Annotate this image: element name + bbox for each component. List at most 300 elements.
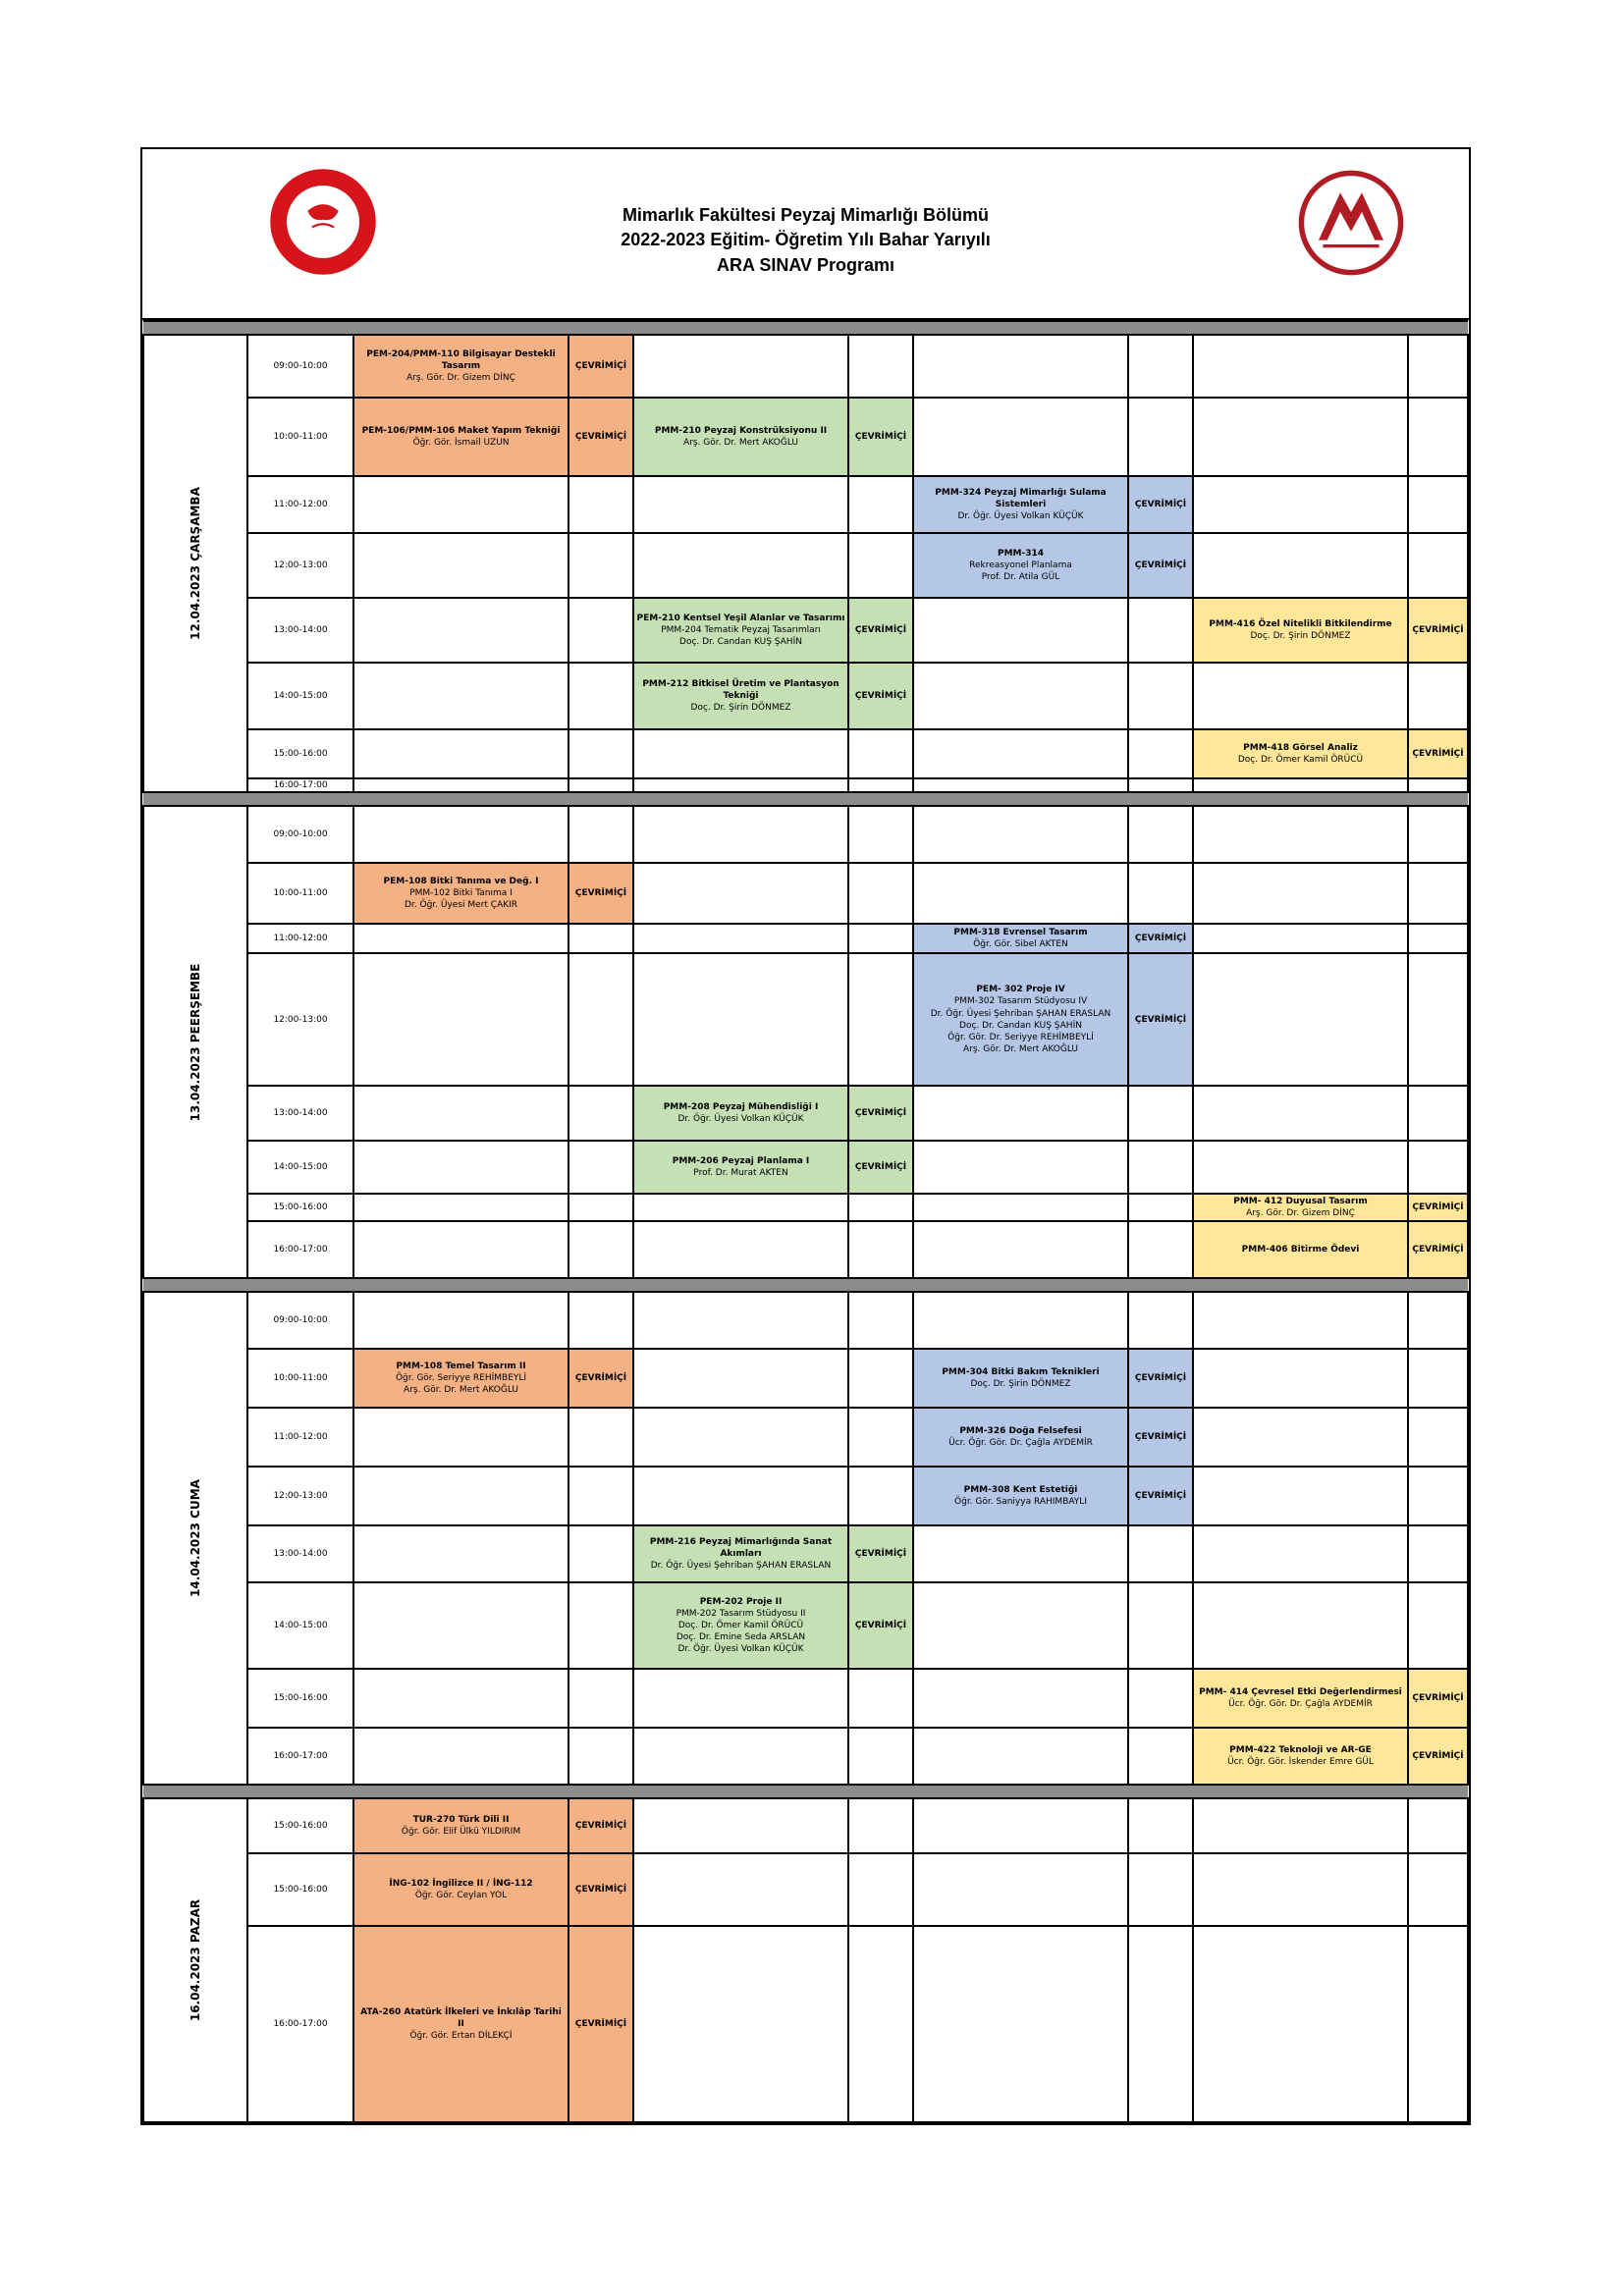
empty-mode-cell	[848, 1853, 913, 1926]
schedule-row	[143, 806, 1468, 863]
empty-mode-cell	[568, 924, 633, 953]
exam-mode: ÇEVRİMİÇİ	[1408, 1221, 1468, 1278]
empty-mode-cell	[568, 1141, 633, 1194]
course-line: Doç. Dr. Şirin DÖNMEZ	[970, 1379, 1071, 1390]
course-cell	[353, 1853, 568, 1926]
empty-mode-cell	[568, 663, 633, 729]
time-slot: 09:00-10:00	[247, 1292, 353, 1349]
course-code: PEM-204/PMM-110 Bilgisayar Destekli Tasarım	[366, 348, 556, 371]
schedule-grid	[142, 320, 1469, 2123]
exam-mode: ÇEVRİMİÇİ	[1128, 1349, 1193, 1408]
empty-cell	[1193, 924, 1408, 953]
course-code: PMM-304 Bitki Bakım Teknikleri	[942, 1367, 1100, 1377]
course-line: Dr. Öğr. Üyesi Şehriban ŞAHAN ERASLAN	[930, 1008, 1111, 1019]
course-code: PMM-418 Görsel Analiz	[1243, 742, 1358, 753]
empty-mode-cell	[848, 476, 913, 533]
day-label: 13.04.2023 PEERŞEMBE	[188, 963, 202, 1121]
schedule-row	[143, 1408, 1468, 1467]
empty-mode-cell	[568, 1669, 633, 1728]
course-line: Öğr. Gör. İsmail UZUN	[412, 438, 510, 448]
course-cell	[633, 1525, 848, 1582]
empty-mode-cell	[848, 1798, 913, 1853]
empty-mode-cell	[1128, 335, 1193, 398]
course-code: TUR-270 Türk Dili II	[412, 1815, 510, 1825]
exam-mode: ÇEVRİMİÇİ	[568, 1926, 633, 2122]
empty-mode-cell	[1128, 1728, 1193, 1785]
empty-cell	[1193, 806, 1408, 863]
empty-cell	[353, 533, 568, 598]
empty-mode-cell	[1408, 1853, 1468, 1926]
empty-mode-cell	[848, 806, 913, 863]
empty-mode-cell	[1408, 924, 1468, 953]
time-slot: 14:00-15:00	[247, 1141, 353, 1194]
empty-cell	[633, 778, 848, 792]
schedule-row	[143, 924, 1468, 953]
course-line: Doç. Dr. Şirin DÖNMEZ	[1250, 631, 1351, 641]
empty-cell	[633, 806, 848, 863]
course-line: Dr. Öğr. Üyesi Mert ÇAKIR	[404, 900, 518, 911]
empty-mode-cell	[848, 1292, 913, 1349]
empty-cell	[1193, 398, 1408, 476]
time-slot: 11:00-12:00	[247, 924, 353, 953]
time-slot: 14:00-15:00	[247, 1582, 353, 1669]
empty-mode-cell	[1408, 1926, 1468, 2122]
time-slot: 10:00-11:00	[247, 1349, 353, 1408]
schedule-row	[143, 1467, 1468, 1525]
exam-mode: ÇEVRİMİÇİ	[1128, 924, 1193, 953]
empty-cell	[633, 863, 848, 924]
empty-cell	[353, 663, 568, 729]
course-code: PMM-422 Teknoloji ve AR-GE	[1229, 1745, 1372, 1755]
empty-mode-cell	[1408, 1349, 1468, 1408]
course-code: PMM-212 Bitkisel Üretim ve Plantasyon Tekniği	[642, 678, 839, 701]
empty-cell	[913, 1194, 1128, 1221]
empty-cell	[633, 1221, 848, 1278]
course-cell	[1193, 1221, 1408, 1278]
course-code: PMM-314	[997, 548, 1045, 559]
empty-cell	[353, 1467, 568, 1525]
empty-cell	[913, 1292, 1128, 1349]
empty-mode-cell	[848, 1728, 913, 1785]
course-line: Prof. Dr. Murat AKTEN	[693, 1168, 788, 1179]
empty-cell	[913, 1086, 1128, 1141]
course-line: Prof. Dr. Atila GÜL	[981, 572, 1060, 583]
exam-mode: ÇEVRİMİÇİ	[848, 598, 913, 663]
empty-mode-cell	[568, 1086, 633, 1141]
day-separator	[143, 1785, 1468, 1798]
course-cell	[913, 1467, 1128, 1525]
course-line: PMM-102 Bitki Tanıma I	[409, 888, 513, 899]
empty-cell	[353, 1141, 568, 1194]
empty-cell	[633, 1408, 848, 1467]
empty-mode-cell	[848, 729, 913, 778]
schedule-row	[143, 1525, 1468, 1582]
course-code: PMM-406 Bitirme Ödevi	[1241, 1245, 1360, 1255]
empty-mode-cell	[568, 1525, 633, 1582]
empty-mode-cell	[1128, 663, 1193, 729]
exam-mode: ÇEVRİMİÇİ	[1408, 1194, 1468, 1221]
exam-mode: ÇEVRİMİÇİ	[1128, 1408, 1193, 1467]
time-slot: 16:00-17:00	[247, 778, 353, 792]
course-line: Arş. Gör. Dr. Gizem DİNÇ	[1246, 1208, 1355, 1219]
schedule-row	[143, 1141, 1468, 1194]
empty-cell	[633, 1926, 848, 2122]
course-cell	[353, 863, 568, 924]
course-code: PEM-202 Proje II	[699, 1596, 783, 1607]
course-line: Doç. Dr. Candan KUŞ ŞAHİN	[679, 637, 802, 648]
empty-mode-cell	[568, 1292, 633, 1349]
course-code: PMM-210 Peyzaj Konstrüksiyonu II	[654, 425, 828, 436]
empty-mode-cell	[1128, 1086, 1193, 1141]
empty-mode-cell	[568, 953, 633, 1086]
empty-cell	[353, 1525, 568, 1582]
time-slot: 15:00-16:00	[247, 1669, 353, 1728]
schedule-row	[143, 729, 1468, 778]
course-code: PMM-324 Peyzaj Mimarlığı Sulama Sistemleri	[935, 487, 1107, 509]
schedule-row	[143, 663, 1468, 729]
course-line: Ücr. Öğr. Gör. İskender Emre GÜL	[1227, 1757, 1374, 1768]
course-line: Dr. Öğr. Üyesi Şehriban ŞAHAN ERASLAN	[650, 1561, 832, 1572]
course-cell	[353, 398, 568, 476]
empty-mode-cell	[848, 1194, 913, 1221]
course-cell	[1193, 1728, 1408, 1785]
empty-cell	[353, 598, 568, 663]
exam-mode: ÇEVRİMİÇİ	[848, 398, 913, 476]
empty-mode-cell	[1408, 863, 1468, 924]
empty-cell	[913, 1853, 1128, 1926]
course-code: PEM-106/PMM-106 Maket Yapım Tekniği	[361, 425, 561, 436]
empty-mode-cell	[848, 1408, 913, 1467]
course-cell	[353, 1349, 568, 1408]
time-slot: 14:00-15:00	[247, 663, 353, 729]
empty-mode-cell	[1408, 1292, 1468, 1349]
empty-mode-cell	[568, 729, 633, 778]
separator-bar	[143, 1278, 1468, 1292]
empty-mode-cell	[1408, 1798, 1468, 1853]
course-line: Arş. Gör. Dr. Mert AKOĞLU	[403, 1385, 519, 1396]
day-label: 16.04.2023 PAZAR	[188, 1898, 202, 2022]
empty-mode-cell	[568, 778, 633, 792]
course-code: PMM-206 Peyzaj Planlama I	[672, 1156, 810, 1166]
empty-mode-cell	[1128, 1926, 1193, 2122]
empty-cell	[353, 1221, 568, 1278]
empty-mode-cell	[568, 476, 633, 533]
empty-mode-cell	[1128, 1141, 1193, 1194]
empty-cell	[913, 335, 1128, 398]
course-cell	[1193, 598, 1408, 663]
course-line: Öğr. Gör. Saniyya RAHIMBAYLI	[954, 1497, 1087, 1508]
exam-mode: ÇEVRİMİÇİ	[568, 1798, 633, 1853]
course-line: Rekreasyonel Planlama	[969, 560, 1072, 570]
empty-cell	[633, 924, 848, 953]
course-line: PMM-302 Tasarım Stüdyosu IV	[953, 996, 1088, 1007]
empty-mode-cell	[1128, 863, 1193, 924]
course-line: Ücr. Öğr. Gör. Dr. Çağla AYDEMİR	[1228, 1699, 1373, 1710]
empty-cell	[633, 1728, 848, 1785]
schedule-row	[143, 398, 1468, 476]
empty-cell	[1193, 1349, 1408, 1408]
exam-mode: ÇEVRİMİÇİ	[1128, 1467, 1193, 1525]
time-slot: 09:00-10:00	[247, 335, 353, 398]
course-line: PMM-204 Tematik Peyzaj Tasarımları	[661, 624, 821, 635]
empty-cell	[913, 806, 1128, 863]
empty-cell	[353, 953, 568, 1086]
empty-mode-cell	[1408, 1141, 1468, 1194]
empty-cell	[1193, 778, 1408, 792]
header-line-exam-title: ARA SINAV Programı	[716, 255, 895, 275]
course-code: PMM-416 Özel Nitelikli Bitkilendirme	[1209, 618, 1392, 629]
header-line-term: 2022-2023 Eğitim- Öğretim Yılı Bahar Yarıyılı	[621, 230, 991, 249]
exam-schedule-sheet	[140, 147, 1471, 2125]
empty-mode-cell	[1128, 1669, 1193, 1728]
schedule-row	[143, 1086, 1468, 1141]
empty-mode-cell	[568, 1582, 633, 1669]
course-code: ATA-260 Atatürk İlkeleri ve İnkılâp Tarihi II	[360, 2006, 562, 2030]
course-code: PMM-318 Evrensel Tasarım	[953, 928, 1088, 937]
empty-mode-cell	[1408, 953, 1468, 1086]
empty-cell	[1193, 863, 1408, 924]
day-label-cell	[143, 1292, 247, 1785]
empty-cell	[1193, 335, 1408, 398]
course-cell	[353, 1926, 568, 2122]
exam-mode: ÇEVRİMİÇİ	[848, 1141, 913, 1194]
empty-mode-cell	[848, 533, 913, 598]
course-cell	[633, 598, 848, 663]
empty-cell	[633, 1669, 848, 1728]
exam-mode: ÇEVRİMİÇİ	[568, 863, 633, 924]
course-cell	[913, 533, 1128, 598]
empty-mode-cell	[1128, 1525, 1193, 1582]
separator-bar	[143, 321, 1468, 335]
empty-mode-cell	[1408, 1525, 1468, 1582]
empty-cell	[1193, 476, 1408, 533]
course-code: PMM- 414 Çevresel Etki Değerlendirmesi	[1199, 1687, 1402, 1697]
course-line: Doç. Dr. Şirin DÖNMEZ	[690, 703, 791, 714]
course-line: Öğr. Gör. Ertan DİLEKÇİ	[409, 2031, 513, 2042]
day-label: 14.04.2023 CUMA	[188, 1479, 202, 1598]
exam-mode: ÇEVRİMİÇİ	[848, 1525, 913, 1582]
empty-mode-cell	[1128, 806, 1193, 863]
exam-mode: ÇEVRİMİÇİ	[568, 1853, 633, 1926]
exam-mode: ÇEVRİMİÇİ	[1408, 598, 1468, 663]
time-slot: 12:00-13:00	[247, 1467, 353, 1525]
empty-mode-cell	[1408, 806, 1468, 863]
time-slot: 11:00-12:00	[247, 476, 353, 533]
time-slot: 10:00-11:00	[247, 863, 353, 924]
empty-mode-cell	[1128, 598, 1193, 663]
empty-mode-cell	[1128, 1194, 1193, 1221]
exam-mode: ÇEVRİMİÇİ	[848, 1086, 913, 1141]
empty-cell	[633, 729, 848, 778]
time-slot: 16:00-17:00	[247, 1926, 353, 2122]
course-cell	[633, 1582, 848, 1669]
schedule-row	[143, 598, 1468, 663]
course-cell	[353, 335, 568, 398]
empty-cell	[913, 1798, 1128, 1853]
empty-cell	[1193, 1086, 1408, 1141]
exam-mode: ÇEVRİMİÇİ	[848, 1582, 913, 1669]
schedule-row	[143, 1194, 1468, 1221]
empty-cell	[353, 1292, 568, 1349]
course-line: Arş. Gör. Dr. Gizem DİNÇ	[406, 373, 515, 384]
schedule-row	[143, 1292, 1468, 1349]
course-line: Öğr. Gör. Elif Ülkü YILDIRIM	[401, 1827, 521, 1838]
empty-mode-cell	[1408, 398, 1468, 476]
course-code: PMM-108 Temel Tasarım II	[396, 1361, 526, 1371]
time-slot: 15:00-16:00	[247, 1194, 353, 1221]
empty-mode-cell	[1128, 398, 1193, 476]
empty-cell	[913, 1221, 1128, 1278]
empty-mode-cell	[1408, 476, 1468, 533]
empty-mode-cell	[1408, 1582, 1468, 1669]
empty-mode-cell	[568, 1728, 633, 1785]
time-slot: 13:00-14:00	[247, 598, 353, 663]
empty-cell	[633, 1349, 848, 1408]
course-code: İNG-102 İngilizce II / İNG-112	[389, 1879, 533, 1889]
empty-cell	[633, 476, 848, 533]
course-code: PMM- 412 Duyusal Tasarım	[1233, 1197, 1368, 1206]
course-cell	[1193, 1194, 1408, 1221]
empty-cell	[1193, 663, 1408, 729]
course-code: PEM-210 Kentsel Yeşil Alanlar ve Tasarımı	[636, 613, 845, 623]
empty-cell	[353, 1194, 568, 1221]
schedule-row	[143, 335, 1468, 398]
schedule-row	[143, 1582, 1468, 1669]
exam-mode: ÇEVRİMİÇİ	[1128, 476, 1193, 533]
course-cell	[913, 953, 1128, 1086]
empty-mode-cell	[1128, 1853, 1193, 1926]
empty-mode-cell	[568, 1221, 633, 1278]
course-cell	[1193, 729, 1408, 778]
time-slot: 13:00-14:00	[247, 1086, 353, 1141]
course-code: PMM-208 Peyzaj Mühendisliği I	[663, 1102, 819, 1112]
schedule-row	[143, 1221, 1468, 1278]
course-cell	[633, 398, 848, 476]
empty-cell	[353, 778, 568, 792]
empty-cell	[913, 398, 1128, 476]
day-label-cell	[143, 335, 247, 792]
day-separator	[143, 1278, 1468, 1292]
empty-cell	[1193, 953, 1408, 1086]
course-line: PMM-202 Tasarım Stüdyosu II	[676, 1608, 806, 1619]
empty-cell	[1193, 1408, 1408, 1467]
schedule-row	[143, 1349, 1468, 1408]
empty-cell	[633, 1194, 848, 1221]
empty-mode-cell	[848, 1926, 913, 2122]
course-line: Arş. Gör. Dr. Mert AKOĞLU	[962, 1043, 1079, 1054]
empty-cell	[633, 533, 848, 598]
course-cell	[913, 476, 1128, 533]
empty-cell	[633, 1292, 848, 1349]
empty-cell	[913, 598, 1128, 663]
empty-cell	[913, 729, 1128, 778]
course-code: PEM- 302 Proje IV	[976, 985, 1065, 995]
exam-mode: ÇEVRİMİÇİ	[568, 1349, 633, 1408]
course-line: Öğr. Gör. Ceylan YOL	[414, 1891, 508, 1901]
empty-cell	[1193, 1926, 1408, 2122]
empty-mode-cell	[1128, 729, 1193, 778]
empty-cell	[353, 476, 568, 533]
schedule-row	[143, 778, 1468, 792]
empty-mode-cell	[568, 533, 633, 598]
course-line: Doç. Dr. Ömer Kamil ÖRÜCÜ	[1237, 755, 1364, 765]
course-line: Öğr. Gör. Seriyye REHİMBEYLİ	[395, 1373, 527, 1384]
empty-mode-cell	[848, 335, 913, 398]
empty-mode-cell	[1128, 1582, 1193, 1669]
course-line: Dr. Öğr. Üyesi Volkan KÜÇÜK	[677, 1644, 804, 1655]
exam-mode: ÇEVRİMİÇİ	[1408, 729, 1468, 778]
exam-mode: ÇEVRİMİÇİ	[848, 663, 913, 729]
empty-cell	[633, 1798, 848, 1853]
empty-mode-cell	[848, 778, 913, 792]
empty-cell	[1193, 1292, 1408, 1349]
empty-mode-cell	[1128, 1221, 1193, 1278]
time-slot: 13:00-14:00	[247, 1525, 353, 1582]
schedule-row	[143, 1926, 1468, 2122]
course-cell	[1193, 1669, 1408, 1728]
day-label: 12.04.2023 ÇARŞAMBA	[188, 487, 202, 640]
empty-mode-cell	[1408, 663, 1468, 729]
empty-mode-cell	[848, 1467, 913, 1525]
empty-mode-cell	[848, 1221, 913, 1278]
empty-cell	[353, 924, 568, 953]
empty-cell	[633, 1853, 848, 1926]
separator-bar	[143, 792, 1468, 806]
empty-cell	[913, 863, 1128, 924]
course-line: Öğr. Gör. Dr. Seriyye REHİMBEYLİ	[947, 1032, 1094, 1042]
time-slot: 12:00-13:00	[247, 953, 353, 1086]
time-slot: 15:00-16:00	[247, 1853, 353, 1926]
empty-mode-cell	[568, 806, 633, 863]
schedule-row	[143, 863, 1468, 924]
exam-mode: ÇEVRİMİÇİ	[1408, 1669, 1468, 1728]
time-slot: 11:00-12:00	[247, 1408, 353, 1467]
header-line-faculty: Mimarlık Fakültesi Peyzaj Mimarlığı Bölümü	[622, 205, 990, 225]
time-slot: 16:00-17:00	[247, 1728, 353, 1785]
exam-mode: ÇEVRİMİÇİ	[1128, 953, 1193, 1086]
course-line: Dr. Öğr. Üyesi Volkan KÜÇÜK	[677, 1114, 804, 1125]
course-code: PEM-108 Bitki Tanıma ve Değ. I	[383, 876, 539, 886]
time-slot: 16:00-17:00	[247, 1221, 353, 1278]
schedule-row	[143, 476, 1468, 533]
course-line: Ücr. Öğr. Gör. Dr. Çağla AYDEMİR	[948, 1438, 1093, 1449]
empty-cell	[1193, 1141, 1408, 1194]
empty-mode-cell	[1408, 778, 1468, 792]
empty-cell	[353, 806, 568, 863]
empty-mode-cell	[1408, 1467, 1468, 1525]
empty-mode-cell	[848, 953, 913, 1086]
empty-cell	[1193, 1467, 1408, 1525]
schedule-header	[142, 149, 1469, 320]
empty-mode-cell	[1408, 533, 1468, 598]
empty-cell	[913, 1669, 1128, 1728]
course-cell	[633, 1141, 848, 1194]
separator-bar	[143, 1785, 1468, 1798]
empty-cell	[353, 1086, 568, 1141]
empty-cell	[633, 335, 848, 398]
day-separator	[143, 792, 1468, 806]
empty-cell	[913, 1926, 1128, 2122]
time-slot: 09:00-10:00	[247, 806, 353, 863]
course-cell	[913, 1408, 1128, 1467]
course-line: Öğr. Gör. Sibel AKTEN	[973, 939, 1068, 950]
empty-mode-cell	[1408, 335, 1468, 398]
empty-cell	[913, 1141, 1128, 1194]
empty-cell	[1193, 1582, 1408, 1669]
course-line: Arş. Gör. Dr. Mert AKOĞLU	[682, 438, 799, 448]
course-cell	[633, 1086, 848, 1141]
exam-mode: ÇEVRİMİÇİ	[1128, 533, 1193, 598]
